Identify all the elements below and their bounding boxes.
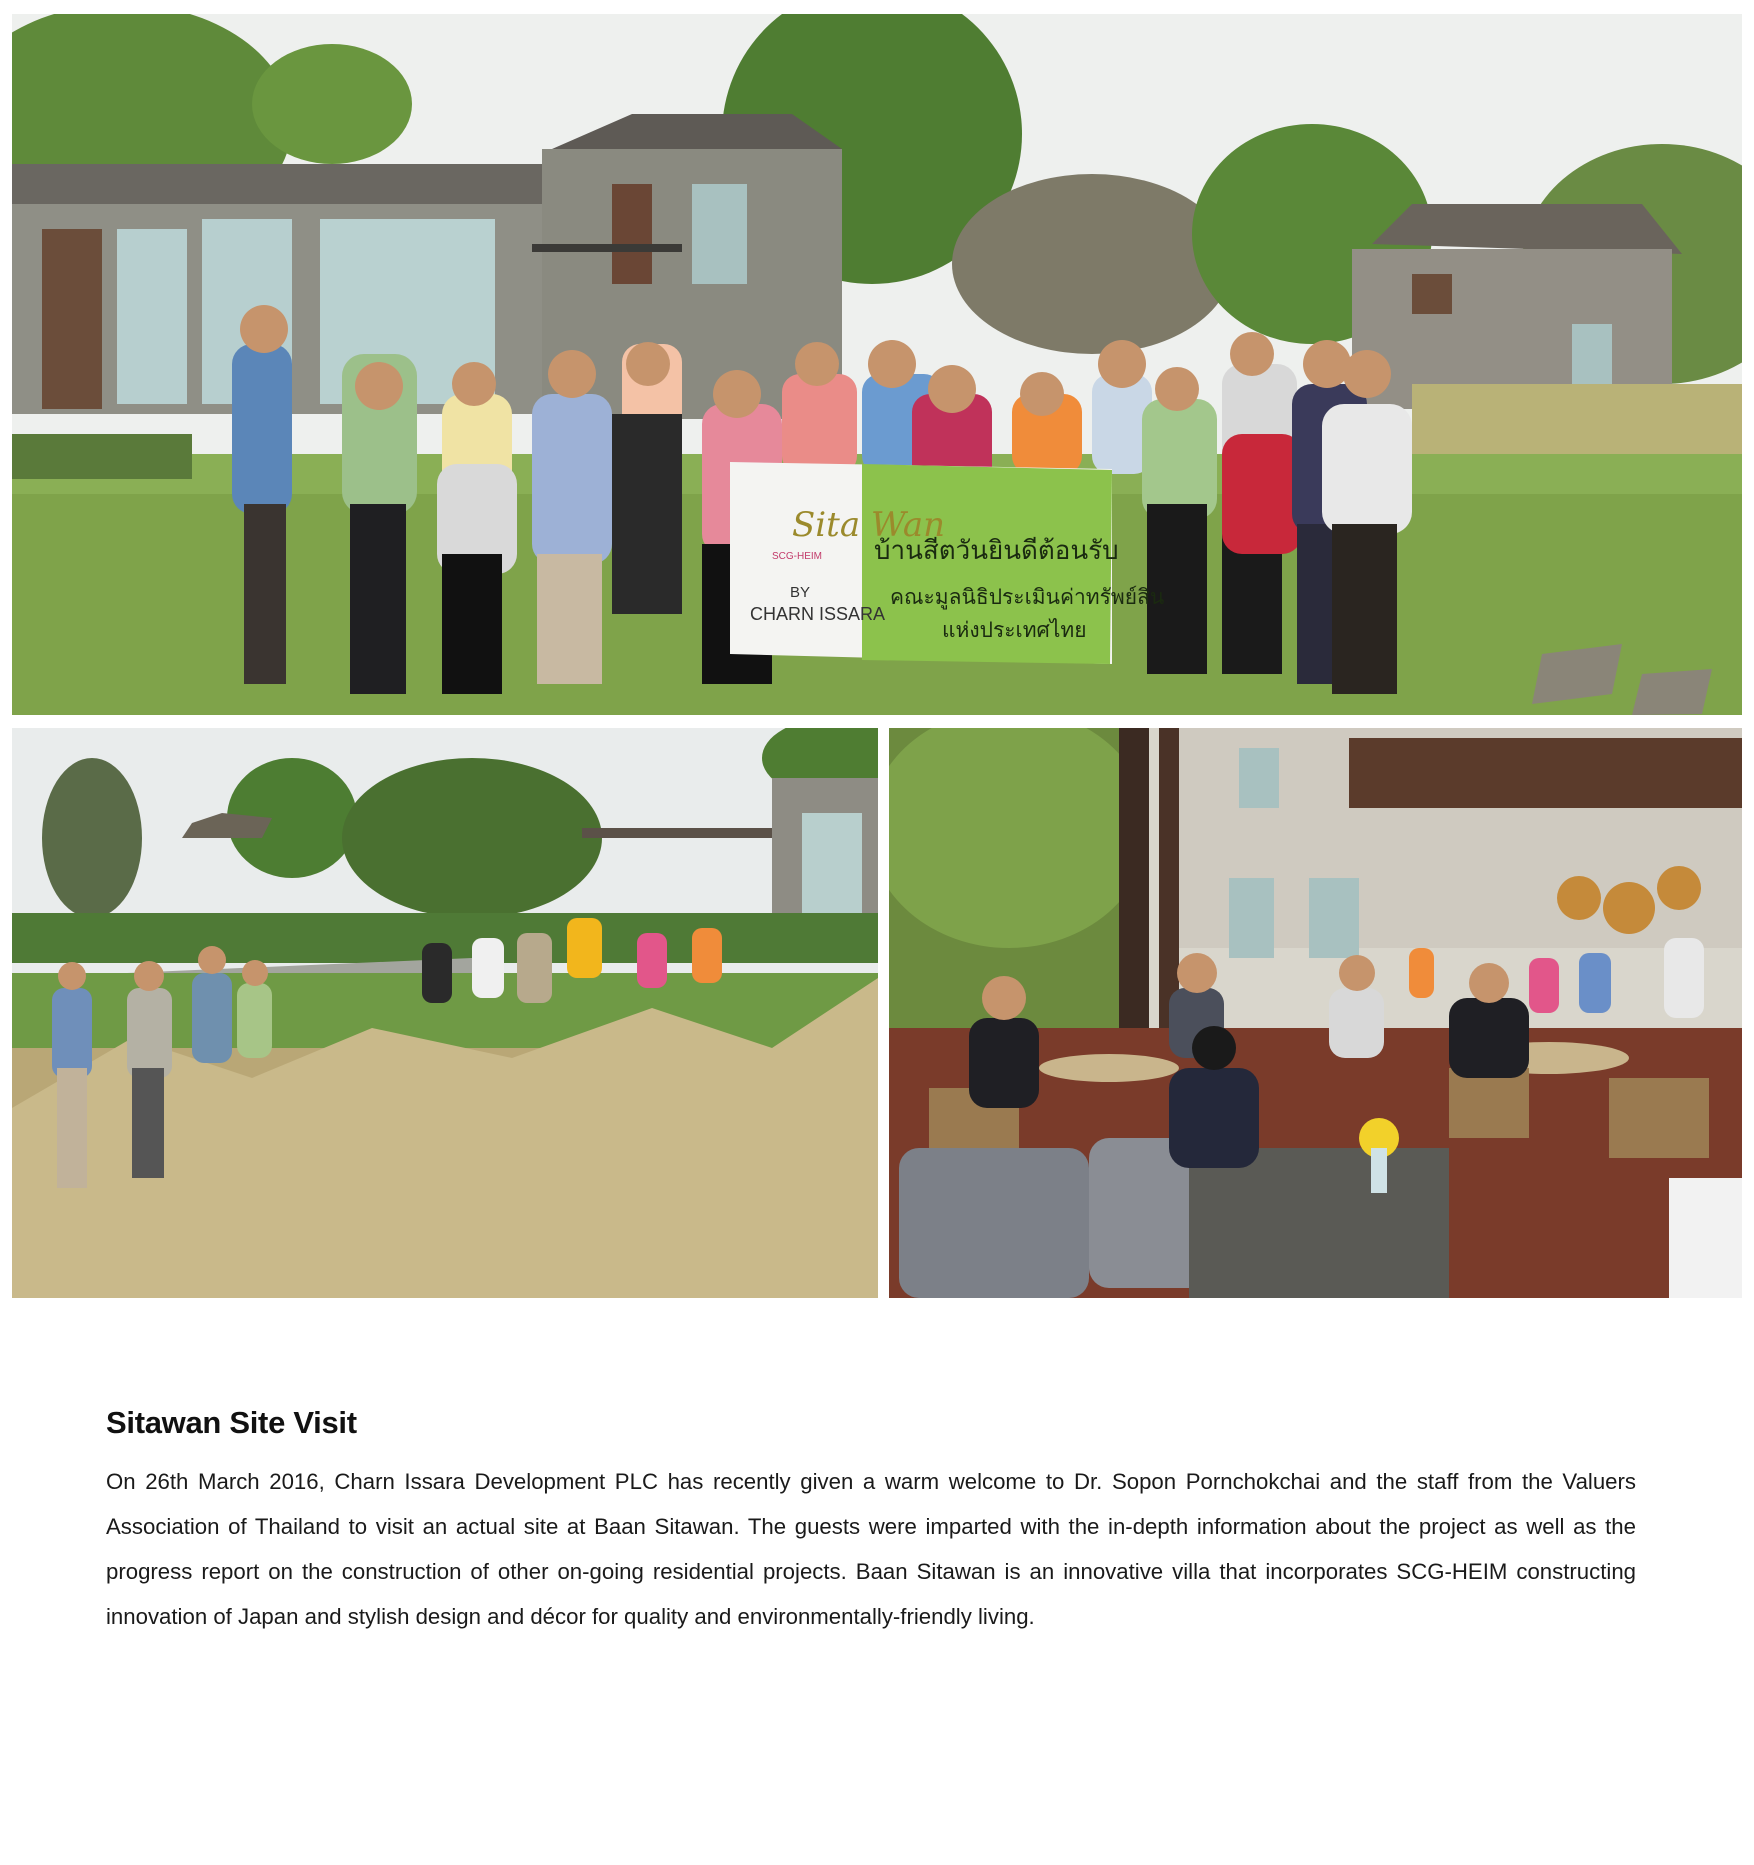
banner-brand-tagline: SCG-HEIM: [772, 551, 822, 562]
walking-tour-photo-image: [12, 728, 878, 1298]
welcome-banner: [730, 462, 1164, 664]
banner-brand-name: Sita Wan: [792, 505, 946, 545]
group-photo: [12, 14, 1742, 715]
banner-company: CHARN ISSARA: [750, 604, 886, 624]
article: [106, 1405, 1636, 1639]
group-photo-image: [12, 14, 1742, 715]
banner-welcome-line1: บ้านสีตวันยินดีต้อนรับ: [874, 535, 1119, 565]
article-title: Sitawan Site Visit: [106, 1405, 357, 1440]
banner-welcome-line2: คณะมูลนิธิประเมินค่าทรัพย์สิน: [890, 586, 1165, 609]
article-body: On 26th March 2016, Charn Issara Development PLC has recently given a warm welcome to Dr. Sopon Pornchokchai and the staff from the Valuers Association of Thailand to visit an actual site at Baan Sitawan. The guests were imparted with the in-depth information about the project as well as the progress report on the construction of other on-going residential projects. Baan Sitawan is an innovative villa that incorporates SCG-HEIM constructing innovation of Japan and stylish design and décor for quality and environmentally-friendly living.: [106, 1469, 1636, 1629]
banner-by-label: BY: [790, 584, 811, 601]
banner-welcome-line3: แห่งประเทศไทย: [942, 619, 1087, 642]
terrace-photo-image: [889, 728, 1742, 1298]
terrace-photo: [889, 728, 1742, 1298]
walking-tour-photo: [12, 728, 878, 1298]
